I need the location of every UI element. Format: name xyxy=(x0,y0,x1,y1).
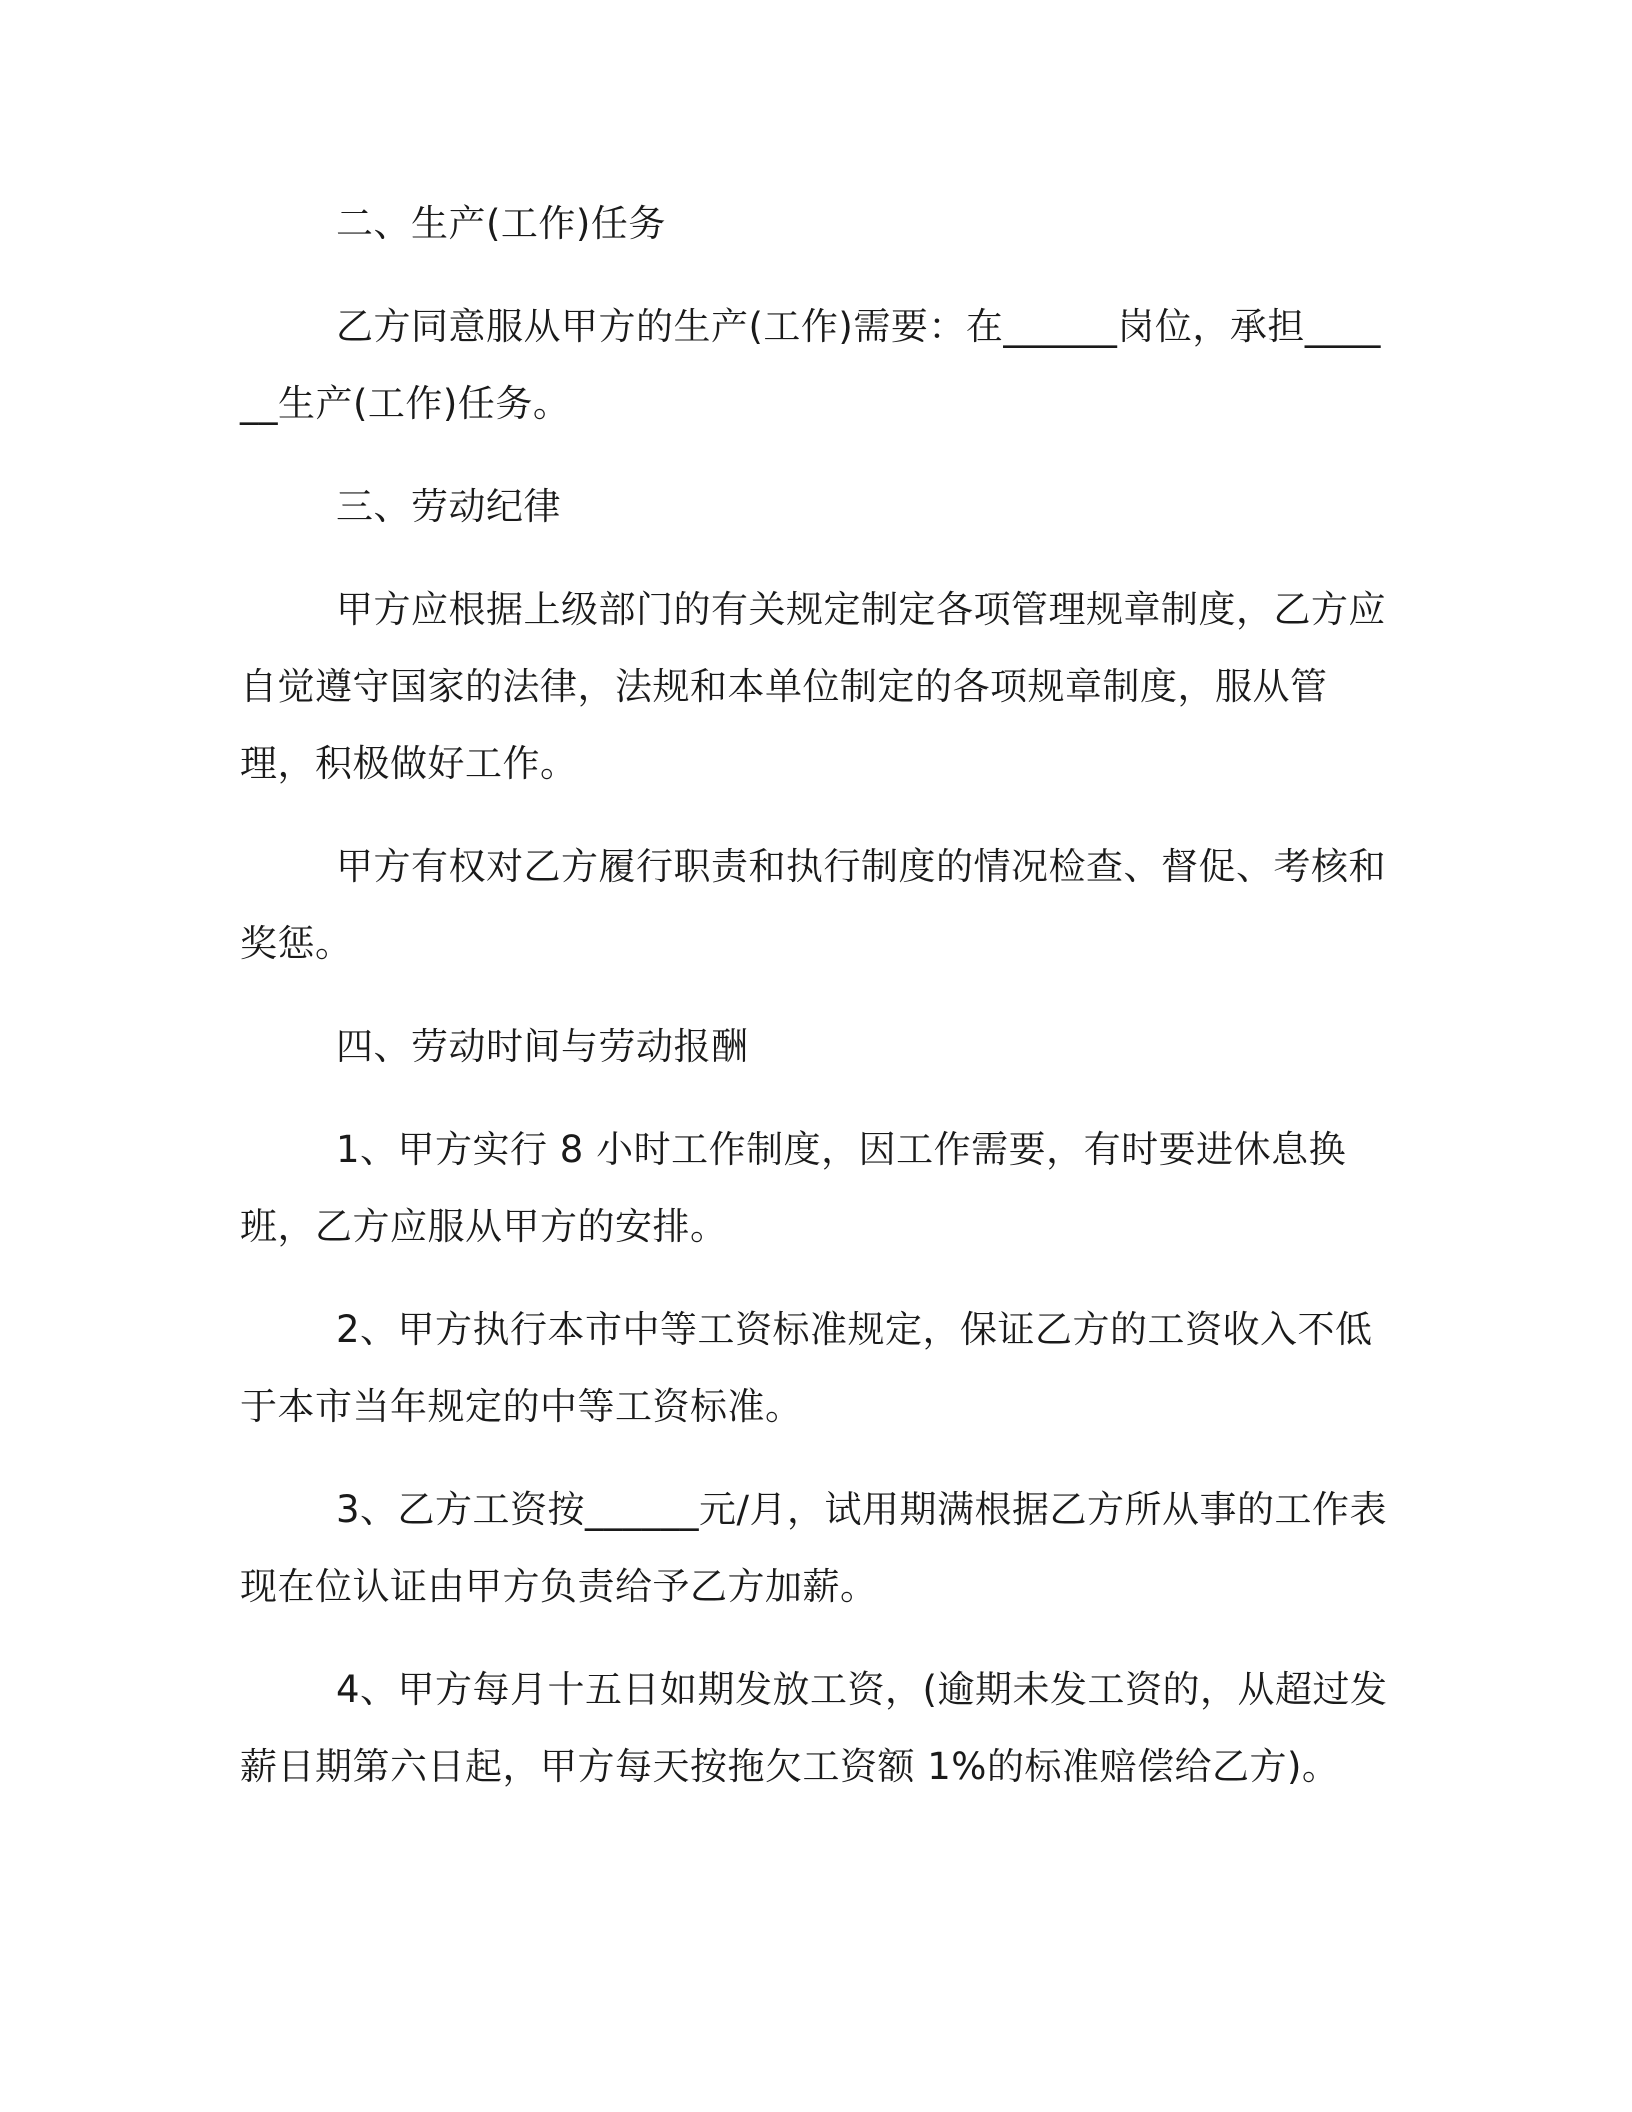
labor-discipline-paragraph-1: 甲方应根据上级部门的有关规定制定各项管理规章制度，乙方应自觉遵守国家的法律，法规和本单位制定的各项规章制度，服从管理，积极做好工作。 xyxy=(240,588,1386,785)
section-heading-hours-and-pay: 四、劳动时间与劳动报酬 xyxy=(336,1025,749,1068)
document-body xyxy=(240,185,1390,1831)
section-heading-labor-discipline: 三、劳动纪律 xyxy=(336,485,561,528)
work-task-paragraph: 乙方同意服从甲方的生产(工作)需要：在______岗位，承担______生产(工作)任务。 xyxy=(240,305,1381,425)
hours-pay-item-3: 3、乙方工资按______元/月，试用期满根据乙方所从事的工作表现在位认证由甲方负责给予乙方加薪。 xyxy=(240,1488,1388,1608)
hours-pay-item-1: 1、甲方实行 8 小时工作制度，因工作需要，有时要进休息换班，乙方应服从甲方的安排。 xyxy=(240,1128,1347,1248)
hours-pay-item-2: 2、甲方执行本市中等工资标准规定，保证乙方的工资收入不低于本市当年规定的中等工资标准。 xyxy=(240,1308,1373,1428)
section-heading-work-task: 二、生产(工作)任务 xyxy=(336,202,666,245)
hours-pay-item-4: 4、甲方每月十五日如期发放工资，(逾期未发工资的，从超过发薪日期第六日起，甲方每天按拖欠工资额 1%的标准赔偿给乙方)。 xyxy=(240,1668,1388,1788)
labor-discipline-paragraph-2: 甲方有权对乙方履行职责和执行制度的情况检查、督促、考核和奖惩。 xyxy=(240,845,1386,965)
